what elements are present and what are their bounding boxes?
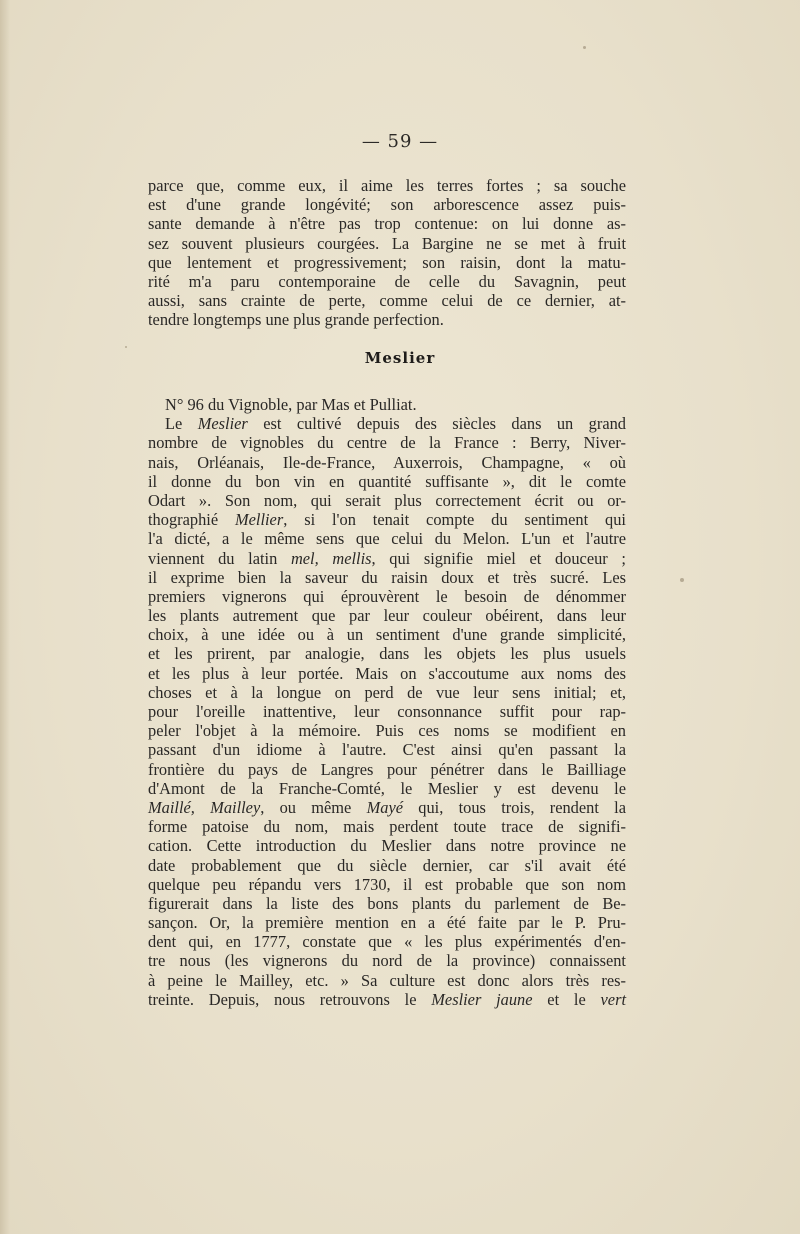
text-run: peler l'objet à la mémoire. Puis ces noms se modifient en: [148, 721, 626, 741]
text-line: [148, 453, 626, 472]
text-line: [148, 990, 626, 1009]
text-run: thographié: [148, 510, 235, 530]
text-run: , qui signifie miel et douceur ;: [371, 548, 626, 568]
text-line: [148, 856, 626, 875]
text-run: choix, à une idée ou à un sentiment d'une grande simplicité,: [148, 625, 626, 645]
text-run: cation. Cette introduction du Meslier dans notre province ne: [148, 836, 626, 856]
text-line: rité m'a paru contemporaine de celle du Savagnin, peut: [148, 271, 626, 291]
text-run: tre nous (les vignerons du nord de la province) connaissent: [148, 951, 626, 971]
text-run: il exprime bien la saveur du raisin doux et très sucré. Les: [148, 567, 626, 587]
text-line: [148, 510, 626, 529]
text-line: [148, 606, 626, 625]
text-run: choses et à la longue on perd de vue leur sens initial; et,: [148, 682, 626, 702]
text-line: [148, 760, 626, 779]
text-run: et le: [532, 989, 601, 1009]
text-run: il donne du bon vin en quantité suffisante », dit le comte: [148, 471, 626, 491]
text-line: [148, 587, 626, 606]
text-run: frontière du pays de Langres pour pénétrer dans le Bailliage: [148, 759, 626, 779]
text-line: sante demande à n'être pas trop contenue: on lui donne as-: [148, 214, 626, 234]
text-run: quelque peu répandu vers 1730, il est probable que son nom: [148, 874, 626, 894]
text-run: premiers vignerons qui éprouvèrent le besoin de dénommer: [148, 586, 626, 606]
text-line: [148, 683, 626, 702]
text-run: et les prirent, par analogie, dans les objets les plus usuels: [148, 644, 626, 664]
italic-term: Maillé, Mailley: [148, 797, 261, 817]
text-run: , si l'on tenait compte du sentiment qui: [283, 510, 626, 530]
text-run: qui, tous trois, rendent la: [403, 797, 626, 817]
text-run: dent qui, en 1777, constate que « les plus expérimentés d'en-: [148, 932, 626, 952]
text-line: [148, 875, 626, 894]
text-run: nais, Orléanais, Ile-de-France, Auxerrois, Champagne, « où: [148, 452, 626, 472]
text-line: [148, 798, 626, 817]
text-run: à peine le Mailley, etc. » Sa culture est donc alors très res-: [148, 970, 626, 990]
text-line: [148, 817, 626, 836]
text-run: est cultivé depuis des siècles dans un grand: [247, 414, 626, 434]
text-line: [148, 702, 626, 721]
text-run: , ou même: [260, 797, 367, 817]
italic-term: Mellier: [234, 510, 284, 530]
text-line: sez souvent plusieurs courgées. La Bargine ne se met à fruit: [148, 233, 626, 253]
text-line: [148, 644, 626, 663]
text-line: parce que, comme eux, il aime les terres fortes ; sa souche: [148, 176, 626, 195]
italic-term: Meslier jaune: [431, 989, 533, 1009]
text-run: figurerait dans la liste des bons plants du parlement de Be-: [148, 893, 626, 913]
text-line: [148, 625, 626, 644]
text-line: [148, 894, 626, 913]
text-run: treinte. Depuis, nous retrouvons le: [148, 989, 432, 1009]
paper-speck: [680, 578, 684, 582]
text-line: [148, 664, 626, 683]
text-line: [148, 836, 626, 855]
text-line: [148, 913, 626, 932]
text-run: d'Amont de la Franche-Comté, le Meslier y est devenu le: [148, 778, 626, 798]
text-run: les plants autrement que par leur couleur obéirent, dans leur: [148, 606, 626, 626]
text-run: viennent du latin: [148, 548, 291, 568]
text-run: sançon. Or, la première mention en a été faite par le P. Pru-: [148, 913, 626, 933]
text-run: et les plus à leur portée. Mais on s'accoutume aux noms des: [148, 663, 626, 683]
text-line: [148, 779, 626, 798]
text-run: Odart ». Son nom, qui serait plus correctement écrit ou or-: [148, 490, 626, 510]
text-line: [148, 721, 626, 740]
text-line: [148, 491, 626, 510]
page-edge-shadow: [0, 0, 10, 1234]
text-line: [148, 433, 626, 452]
paragraph-bargine: [148, 176, 626, 330]
text-run: pour l'oreille inattentive, leur consonnance suffit pour rap-: [148, 702, 626, 721]
paper-speck: [125, 346, 127, 348]
italic-term: Meslier: [197, 414, 248, 434]
text-line: [148, 568, 626, 587]
text-line: [148, 951, 626, 970]
text-run: Le: [165, 414, 198, 434]
text-line: [148, 549, 626, 568]
text-run: date probablement que du siècle dernier, car s'il avait été: [148, 855, 626, 875]
text-run: forme patoise du nom, mais perdent toute trace de signifi-: [148, 817, 626, 837]
page-number: — 59 —: [361, 131, 439, 152]
text-run: passant d'un idiome à l'autre. C'est ainsi qu'en passant la: [148, 740, 626, 760]
reference-line: N° 96 du Vignoble, par Mas et Pulliat.: [165, 395, 417, 414]
text-line: [148, 529, 626, 548]
text-line: [148, 932, 626, 951]
paragraph-meslier: [148, 395, 626, 1009]
text-line: que lentement et progressivement; son raisin, dont la matu-: [148, 252, 626, 272]
text-line: [148, 414, 626, 433]
text-line: tendre longtemps une plus grande perfection.: [148, 310, 444, 330]
italic-term: vert: [600, 989, 626, 1009]
italic-term: Mayé: [366, 797, 404, 817]
text-line: aussi, sans crainte de perte, comme celui de ce dernier, at-: [148, 291, 626, 311]
section-heading: Meslier: [364, 349, 436, 367]
text-line: est d'une grande longévité; son arborescence assez puis-: [148, 195, 626, 215]
paper-speck: [583, 46, 586, 49]
italic-term: mel, mellis: [290, 548, 372, 568]
text-run: nombre de vignobles du centre de la France : Berry, Niver-: [148, 433, 626, 453]
text-line: [148, 971, 626, 990]
text-line: [148, 740, 626, 759]
text-line: [148, 472, 626, 491]
text-run: l'a dicté, a le même sens que celui du Melon. L'un et l'autre: [148, 529, 626, 549]
